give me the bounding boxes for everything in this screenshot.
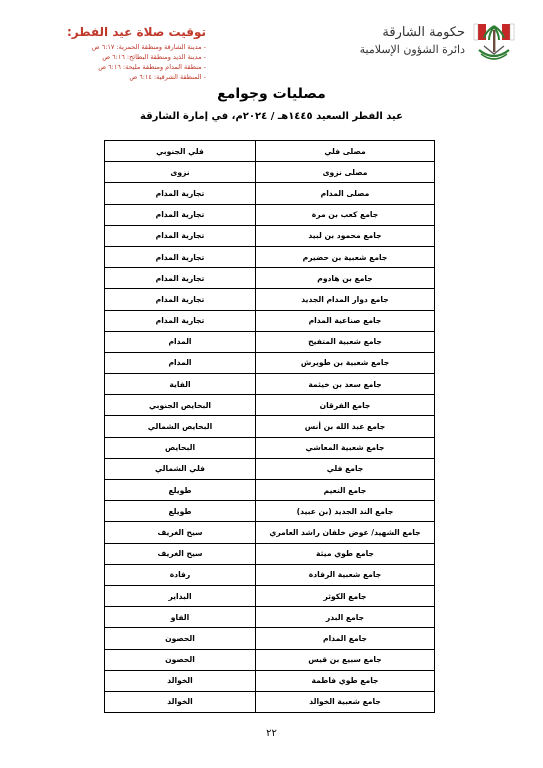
area-cell: البحايص الجنوبي: [105, 395, 256, 416]
table-row: [105, 522, 435, 543]
table-row: [105, 437, 435, 458]
table-row: [105, 183, 435, 204]
table-row: [105, 416, 435, 437]
mosques-table-body: [105, 141, 435, 713]
table-row: [105, 204, 435, 225]
table-row: [105, 585, 435, 606]
mosque-name-cell: جامع الفرقان: [256, 395, 435, 416]
mosque-name-cell: جامع الند الجديد (بن عبيد): [256, 501, 435, 522]
mosque-name-cell: جامع طوي ميثة: [256, 543, 435, 564]
area-cell: الفاو: [105, 607, 256, 628]
prayer-time-line: - مدينة الذيد ومنطقة البطائح: ٦:١٦ ص: [102, 53, 206, 61]
area-cell: سيح الغريف: [105, 522, 256, 543]
mosque-name-cell: جامع النعيم: [256, 480, 435, 501]
table-row: [105, 141, 435, 162]
mosque-name-cell: جامع شعبية الرفادة: [256, 564, 435, 585]
area-cell: الخوالد: [105, 670, 256, 691]
mosque-name-cell: جامع فلي: [256, 458, 435, 479]
mosque-name-cell: جامع شعبية المعاشي: [256, 437, 435, 458]
area-cell: تجارية المدام: [105, 183, 256, 204]
table-row: [105, 268, 435, 289]
area-cell: الخوالد: [105, 691, 256, 712]
table-row: [105, 607, 435, 628]
prayer-time-line: - منطقة المدام ومنطقة مليحة: ٦:١٦ ص: [98, 63, 206, 71]
prayer-time-line: - مدينة الشارقة ومنطقة الحمرية: ٦:١٧ ص: [91, 43, 206, 51]
area-cell: تجارية المدام: [105, 268, 256, 289]
table-row: [105, 543, 435, 564]
sharjah-emblem-icon: [471, 20, 517, 66]
prayer-times-title: توقيت صلاة عيد الفطر:: [66, 25, 206, 39]
mosque-name-cell: مصلى المدام: [256, 183, 435, 204]
table-row: [105, 246, 435, 267]
page-title: مصليات وجوامع: [217, 86, 326, 102]
mosque-name-cell: جامع سعد بن خيثمة: [256, 374, 435, 395]
area-cell: البداير: [105, 585, 256, 606]
area-cell: طويلع: [105, 480, 256, 501]
table-row: [105, 501, 435, 522]
area-cell: الفاية: [105, 374, 256, 395]
mosque-name-cell: جامع بن هادوم: [256, 268, 435, 289]
area-cell: تجارية المدام: [105, 204, 256, 225]
page-number: ٢٢: [266, 728, 277, 739]
table-row: [105, 395, 435, 416]
table-row: [105, 225, 435, 246]
prayer-times-box: [28, 24, 206, 82]
table-row: [105, 162, 435, 183]
area-cell: فلي الجنوبي: [105, 141, 256, 162]
area-cell: نزوى: [105, 162, 256, 183]
mosque-name-cell: جامع شعبية بن حضيرم: [256, 246, 435, 267]
mosque-name-cell: جامع شعبية الخوالد: [256, 691, 435, 712]
government-text: [331, 24, 465, 58]
area-cell: المدام: [105, 331, 256, 352]
mosque-name-cell: مصلى نزوى: [256, 162, 435, 183]
mosque-name-cell: جامع عبد الله بن أنس: [256, 416, 435, 437]
mosque-name-cell: جامع كعب بن مرة: [256, 204, 435, 225]
table-row: [105, 628, 435, 649]
mosque-name-cell: جامع طوي فاطمة: [256, 670, 435, 691]
mosque-name-cell: جامع شعبية المتفيح: [256, 331, 435, 352]
area-cell: البحايص الشمالي: [105, 416, 256, 437]
area-cell: الحصون: [105, 628, 256, 649]
table-row: [105, 670, 435, 691]
mosque-name-cell: جامع محمود بن لبيد: [256, 225, 435, 246]
mosque-name-cell: مصلى فلي: [256, 141, 435, 162]
mosque-name-cell: جامع البدر: [256, 607, 435, 628]
department-name: دائرة الشؤون الإسلامية: [359, 43, 465, 56]
area-cell: تجارية المدام: [105, 289, 256, 310]
table-row: [105, 331, 435, 352]
government-header: [327, 20, 517, 66]
area-cell: سيح الغريف: [105, 543, 256, 564]
mosque-name-cell: جامع الكوثر: [256, 585, 435, 606]
table-row: [105, 352, 435, 373]
area-cell: تجارية المدام: [105, 225, 256, 246]
area-cell: فلي الشمالي: [105, 458, 256, 479]
government-name: حكومة الشارقة: [382, 25, 465, 40]
table-row: [105, 649, 435, 670]
table-row: [105, 564, 435, 585]
table-row: [105, 458, 435, 479]
table-row: [105, 310, 435, 331]
mosque-name-cell: جامع المدام: [256, 628, 435, 649]
table-row: [105, 480, 435, 501]
area-cell: تجارية المدام: [105, 246, 256, 267]
mosque-name-cell: جامع دوار المدام الجديد: [256, 289, 435, 310]
page-subtitle: عيد الفطر السعيد ١٤٤٥هـ / ٢٠٢٤م، في إمارة الشارقة: [140, 111, 403, 122]
prayer-time-line: - المنطقة الشرقية: ٦:١٤ ص: [129, 73, 206, 81]
area-cell: تجارية المدام: [105, 310, 256, 331]
area-cell: المدام: [105, 352, 256, 373]
mosques-table: [104, 140, 435, 713]
area-cell: طويلع: [105, 501, 256, 522]
area-cell: البحايص: [105, 437, 256, 458]
mosque-name-cell: جامع شعبية بن طويرش: [256, 352, 435, 373]
area-cell: رفادة: [105, 564, 256, 585]
mosque-name-cell: جامع الشهيد/ عوض خلفان راشد العامري: [256, 522, 435, 543]
table-row: [105, 374, 435, 395]
table-row: [105, 289, 435, 310]
mosque-name-cell: جامع صناعية المدام: [256, 310, 435, 331]
area-cell: الحصون: [105, 649, 256, 670]
table-row: [105, 691, 435, 712]
mosque-name-cell: جامع سبيع بن قيس: [256, 649, 435, 670]
